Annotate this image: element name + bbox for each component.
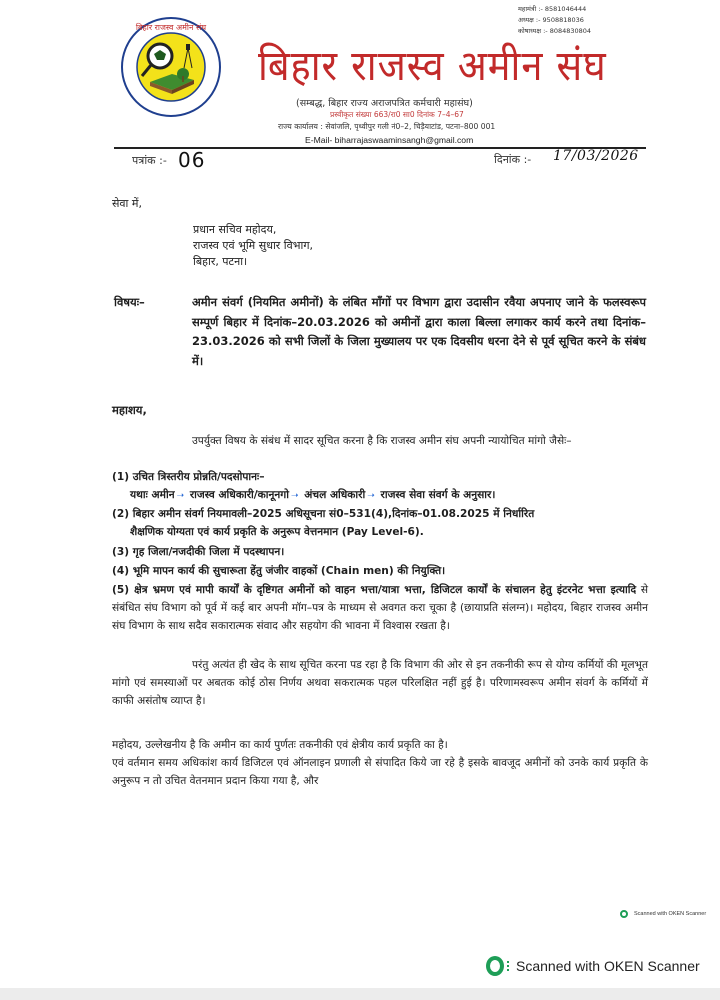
addressee-line: प्रधान सचिव महोदय, [193, 223, 277, 236]
demand-5-rest: से संबंधित संघ विभाग को पूर्व में कई बार अपनी मॉग–पत्र के माध्यम से अवगत करा चूका है (छायाप्रति संलग्न)। महोदय, बिहार राजस्व अमीन संघ विभाग के साथ सदैव सकारात्मक संवाद और सहयोग की भावना में विश्वास रखता है। [112, 584, 648, 632]
reference-label: पत्रांक :- [132, 154, 167, 167]
demand-3: (3) गृह जिला/नजदीकी जिला में पदस्थापन। [112, 546, 285, 558]
path-step: अमीन [151, 489, 175, 501]
watermark-text: Scanned with OKEN Scanner [634, 911, 707, 917]
contact-numbers [518, 4, 591, 37]
email-line: E-Mail- biharrajaswaaminsangh@gmail.com [305, 135, 474, 145]
path-step: राजस्व अधिकारी/कानूनगो [189, 489, 289, 501]
organization-title: बिहार राजस्व अमीन संघ [258, 41, 607, 90]
contact-role: महामंत्री [518, 5, 537, 13]
oken-scanner-icon [486, 956, 504, 976]
demand-2-line-2: शैक्षणिक योग्यता एवं कार्य प्रकृति के अनुरूप वेत्तनमान (Pay Level-6). [130, 526, 424, 538]
scanner-watermark-small [620, 910, 706, 918]
logo-text-top: बिहार राजस्व अमीन संघ [135, 23, 207, 32]
demand-5 [112, 581, 648, 635]
contact-separator: :- [535, 16, 541, 24]
path-step: अंचल अधिकारी [304, 489, 366, 501]
demand-4: (4) भूमि मापन कार्य की सुचारूता हेंतु जंजीर वाहकों (Chain men) की नियुक्ति। [112, 565, 446, 577]
contact-role: अध्यक्ष [518, 16, 534, 24]
logo-emblem-icon [120, 16, 222, 118]
intro-paragraph: उपर्युक्त विषय के संबंध में सादर सूचित करना है कि राजस्व अमीन संघ अपनी न्यायोचित मांगो जैसेः– [192, 435, 572, 447]
contact-role: कोषाध्यक्ष [518, 27, 541, 35]
arrow-right-icon: ➝ [176, 491, 185, 501]
contact-separator: :- [538, 5, 543, 13]
demand-2-line-1: (2) बिहार अमीन संवर्ग नियमावली–2025 अधिसूचना सं0–531(4),दिनांक–01.08.2025 में निर्धारित [112, 508, 535, 520]
path-step: राजस्व सेवा संवर्ग के अनुसार। [380, 489, 496, 501]
reference-number: 06 [178, 148, 206, 172]
addressee-line: बिहार, पटना। [193, 255, 248, 268]
office-address: राज्य कार्यालय : सेवांजलि, पृथ्वीपुर गली नं0–2, चिड़ैयाटांड, पटना–800 001 [278, 122, 496, 131]
closing-line-2: एवं वर्तमान समय अधिकांश कार्य डिजिटल एवं ऑनलाइन प्रणाली से संपादित किये जा रहे है इसके बावजूद अमीनों को उनके कार्य प्रकृति के अनुरूप न तो उचित वेतनमान प्रदान किया गया है, और [112, 757, 648, 787]
subject-text: अमीन संवर्ग (नियमित अमीनों) के लंबित माँगों पर विभाग द्वारा उदासीन रवैया अपनाए जाने के फलस्वरूप सम्पूर्ण बिहार में दिनांक–20.03.2026 को अमीनों द्वारा काला बिल्ला लगाकर कार्य करने तथा दिनांक–23.03.2026 को सभी जिलों के जिला मुख्यालय पर एक दिवसीय धरना देने से पूर्व सूचित करने के संबंध में। [192, 295, 646, 368]
closing-line-1: महोदय, उल्लेखनीय है कि अमीन का कार्य पुर्णतः तकनीकी एवं क्षेत्रीय कार्य प्रकृति का है। [112, 739, 448, 751]
organization-logo [120, 16, 222, 118]
bottom-bar [0, 988, 720, 1000]
affiliation-line: (सम्बद्ध, बिहार राज्य अराजपत्रित कर्मचारी महासंघ) [296, 98, 473, 109]
concern-paragraph: परंतु अत्यंत ही खेद के साथ सूचित करना पड रहा है कि विभाग की ओर से इन तकनीकी रूप से योग्य कर्मियों की मूलभूत मांगो एवं समस्याओं पर अबतक कोई ठोस निर्णय अथवा सकरात्मक पहल परिलक्षित नहीं हुई है। परिणामस्वरूप अमीन संवर्ग के कर्मियों में काफी असंतोष व्याप्त है। [112, 659, 648, 707]
registration-line: प्रस्वीकृत संख्या 663/रा0 सा0 दिनांक 7–4–67 [330, 110, 464, 119]
date-label: दिनांक :- [494, 153, 532, 166]
demand-1-promotion-path [130, 486, 650, 505]
arrow-right-icon: ➝ [367, 491, 375, 501]
subject-label: विषयः– [114, 295, 145, 309]
closing-paragraph [112, 736, 648, 790]
oken-scanner-icon [620, 910, 628, 918]
contact-phone: 8581046444 [544, 5, 587, 13]
watermark-text: Scanned with OKEN Scanner [516, 958, 700, 974]
contact-row [518, 15, 591, 26]
demand-2 [112, 505, 648, 541]
contact-separator: :- [543, 27, 548, 35]
contact-row [518, 4, 591, 15]
greeting: महाशय, [112, 403, 147, 417]
addressee-line: राजस्व एवं भूमि सुधार विभाग, [193, 239, 314, 252]
date-value: 17/03/2026 [553, 148, 639, 164]
to-line: सेवा में, [112, 197, 142, 210]
arrow-right-icon: ➝ [291, 491, 299, 501]
demand-5-heading: (5) क्षेत्र भ्रमण एवं मापी कार्यों के दृष्टिगत अमीनों को वाहन भत्ता/यात्रा भत्ता, डिजिटल कार्यों के संचालन हेतु इंटरनेट भत्ता इत्यादि [112, 584, 637, 596]
addressee-block [193, 222, 313, 270]
contact-phone: 9508818036 [542, 16, 584, 24]
demand-1-title: (1) उचित त्रिस्तरीय प्रोन्नति/पदसोपानः– [112, 471, 265, 483]
contact-phone: 8084830804 [549, 27, 592, 35]
scanner-watermark-large [486, 956, 700, 976]
path-prefix: यथाः [130, 489, 148, 501]
